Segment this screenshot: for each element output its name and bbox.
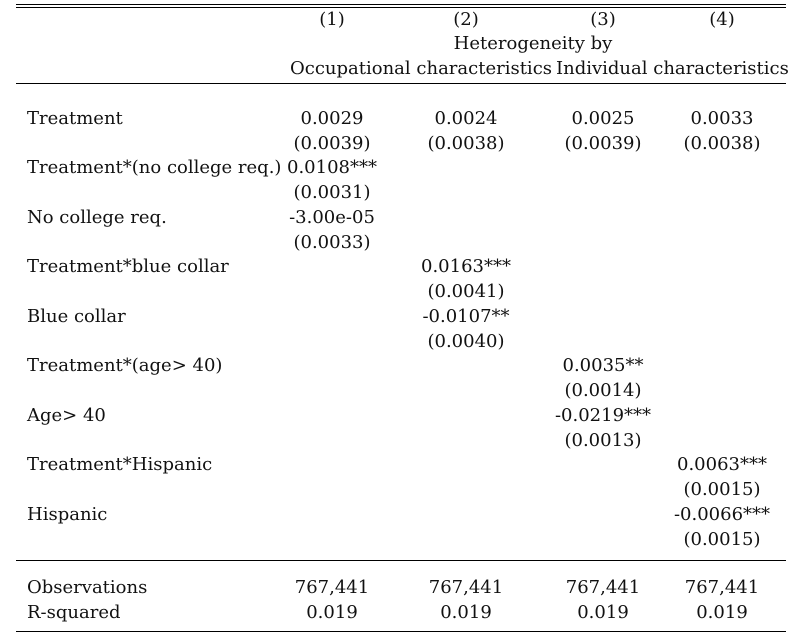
rsq-cell: 0.019 (440, 602, 492, 623)
coef-cell: -3.00e-05 (289, 207, 375, 228)
se-cell: (0.0013) (564, 430, 642, 451)
rsq-cell: 0.019 (306, 602, 358, 623)
se-cell: (0.0040) (427, 331, 505, 352)
coef-cell: 0.0063*** (677, 454, 767, 475)
col-2-header: (2) (453, 9, 479, 30)
row-label: Hispanic (27, 504, 108, 525)
coef-cell: -0.0219*** (554, 405, 652, 426)
coef-cell: -0.0066*** (673, 504, 771, 525)
group-label-individual: Individual characteristics (556, 58, 789, 79)
row-label: Blue collar (27, 306, 126, 327)
row-label: Observations (27, 577, 148, 598)
footer-rule (16, 560, 786, 561)
rsq-cell: 0.019 (696, 602, 748, 623)
coef-cell: 0.0108*** (287, 157, 377, 178)
se-cell: (0.0041) (427, 281, 505, 302)
coef-cell: 0.0025 (571, 108, 635, 129)
header-rule (16, 83, 786, 84)
row-label: Age> 40 (27, 405, 106, 426)
se-cell: (0.0033) (293, 232, 371, 253)
row-label: R-squared (27, 602, 121, 623)
obs-cell: 767,441 (684, 577, 760, 598)
se-cell: (0.0038) (427, 133, 505, 154)
coef-cell: 0.0029 (300, 108, 364, 129)
row-label: Treatment*blue collar (27, 256, 229, 277)
coef-cell: 0.0033 (690, 108, 754, 129)
se-cell: (0.0015) (683, 529, 761, 550)
obs-cell: 767,441 (428, 577, 504, 598)
coef-cell: -0.0107** (422, 306, 510, 327)
row-label: No college req. (27, 207, 167, 228)
row-label: Treatment*(no college req.) (27, 157, 282, 178)
se-cell: (0.0014) (564, 380, 642, 401)
se-cell: (0.0039) (564, 133, 642, 154)
se-cell: (0.0031) (293, 182, 371, 203)
coef-cell: 0.0035** (562, 355, 644, 376)
rsq-cell: 0.019 (577, 602, 629, 623)
group-label-occupational: Occupational characteristics (290, 58, 553, 79)
coef-cell: 0.0024 (434, 108, 498, 129)
bottom-rule (16, 631, 786, 632)
top-rule-double (16, 7, 786, 8)
span-title: Heterogeneity by (453, 33, 613, 54)
col-1-header: (1) (319, 9, 345, 30)
se-cell: (0.0015) (683, 479, 761, 500)
coef-cell: 0.0163*** (421, 256, 511, 277)
top-rule (16, 4, 786, 5)
col-3-header: (3) (590, 9, 616, 30)
se-cell: (0.0039) (293, 133, 371, 154)
col-4-header: (4) (709, 9, 735, 30)
row-label: Treatment*(age> 40) (27, 355, 223, 376)
obs-cell: 767,441 (565, 577, 641, 598)
obs-cell: 767,441 (294, 577, 370, 598)
row-label: Treatment*Hispanic (27, 454, 213, 475)
row-label: Treatment (27, 108, 123, 129)
se-cell: (0.0038) (683, 133, 761, 154)
